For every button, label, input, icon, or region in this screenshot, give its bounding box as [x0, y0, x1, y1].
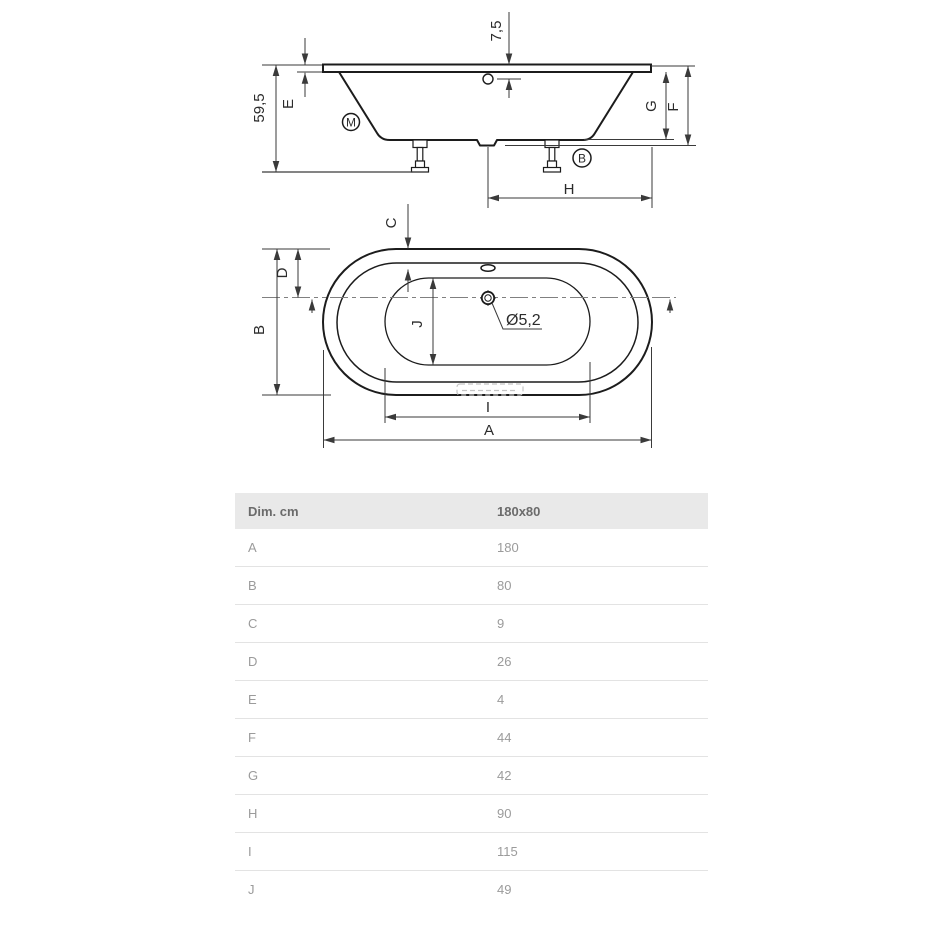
row-value: 115	[497, 844, 518, 859]
row-value: 4	[497, 692, 505, 707]
marker-b-label: B	[577, 151, 587, 166]
dim-label-h: H	[563, 181, 575, 198]
tub-rim	[323, 65, 651, 73]
table-row	[235, 757, 708, 795]
dim-label-j: J	[409, 320, 426, 328]
side-drain-hole	[483, 74, 493, 84]
dim-label-e: E	[280, 98, 297, 110]
dim-label-59-5: 59,5	[251, 93, 268, 123]
dim-label-g: G	[643, 100, 660, 112]
table-row	[235, 643, 708, 681]
table-header	[235, 493, 708, 529]
dim-label-i: I	[485, 399, 491, 416]
table-row	[235, 567, 708, 605]
table-row	[235, 871, 708, 908]
table-row	[235, 833, 708, 871]
dim-label-7-5: 7,5	[488, 20, 505, 42]
row-value: 90	[497, 806, 512, 821]
table-row	[235, 719, 708, 757]
dim-label-f: F	[665, 102, 682, 112]
row-label: D	[248, 654, 258, 669]
row-label: G	[248, 768, 259, 783]
row-value: 9	[497, 616, 505, 631]
table-row	[235, 795, 708, 833]
header-cell-size: 180x80	[497, 503, 541, 519]
dim-label-a: A	[483, 422, 495, 439]
row-label: E	[248, 692, 257, 707]
foot-right	[544, 140, 561, 172]
row-label: A	[248, 540, 257, 555]
row-label: C	[248, 616, 258, 631]
table-row	[235, 681, 708, 719]
drain-diameter-label: Ø5,2	[506, 312, 541, 329]
row-label: I	[248, 844, 252, 859]
row-value: 42	[497, 768, 512, 783]
side-view	[323, 65, 651, 173]
marker-m-label: M	[346, 115, 356, 130]
row-label: F	[248, 730, 256, 745]
foot-left	[412, 140, 429, 172]
row-value: 44	[497, 730, 512, 745]
row-label: J	[248, 882, 255, 897]
header-cell-dim: Dim. cm	[248, 503, 299, 519]
top-view	[262, 249, 676, 395]
table-row	[235, 605, 708, 643]
dim-label-c: C	[383, 217, 400, 229]
row-label: H	[248, 806, 258, 821]
row-value: 80	[497, 578, 512, 593]
dim-label-d: D	[274, 267, 291, 279]
overflow-hole	[481, 265, 495, 271]
table-row	[235, 529, 708, 567]
row-value: 49	[497, 882, 512, 897]
row-value: 26	[497, 654, 512, 669]
row-label: B	[248, 578, 257, 593]
row-value: 180	[497, 540, 519, 555]
dimensions-table	[235, 493, 708, 908]
dim-label-b: B	[251, 324, 268, 336]
